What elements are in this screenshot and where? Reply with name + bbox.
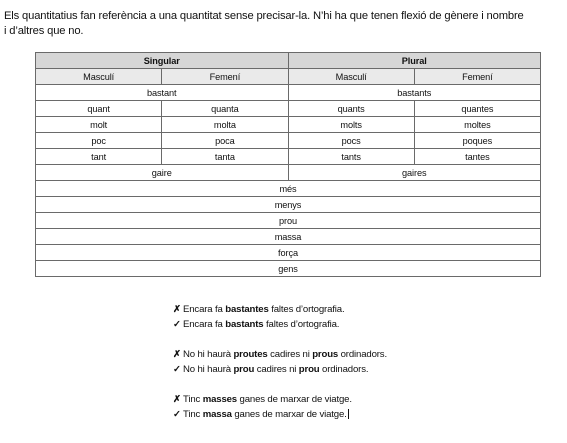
example-bold: prou [298, 364, 320, 375]
check-icon: ✓ [173, 409, 181, 420]
table-cell: quanta [162, 101, 288, 117]
example-text: Encara fa [183, 304, 226, 315]
example-text: Tinc [183, 409, 203, 420]
table-cell: gaire [36, 165, 289, 181]
table-cell: tanta [162, 149, 288, 165]
table-row [36, 165, 541, 181]
example-text: ordinadors. [338, 349, 387, 360]
cross-icon: ✗ [173, 349, 181, 360]
example-text: ordinadors. [319, 364, 369, 375]
gender-header-row [36, 69, 541, 85]
table-cell: bastant [36, 85, 289, 101]
example-text: Tinc [183, 394, 203, 405]
table-cell: gaires [288, 165, 541, 181]
table-cell: pocs [288, 133, 414, 149]
table-cell: moltes [414, 117, 540, 133]
table-cell: prou [36, 213, 541, 229]
examples-list [173, 302, 473, 422]
quantifiers-table [35, 52, 541, 277]
check-icon: ✓ [173, 364, 181, 375]
text-cursor [348, 409, 349, 419]
fem-singular-header: Femení [162, 69, 288, 85]
correct-example [173, 407, 473, 422]
table-cell: tant [36, 149, 162, 165]
table-cell: tants [288, 149, 414, 165]
table-row [36, 133, 541, 149]
table-row [36, 149, 541, 165]
table-header-row [36, 53, 541, 69]
example-text: faltes d’ortografia. [263, 319, 340, 330]
example-bold: prou [233, 364, 255, 375]
example-bold: prous [312, 349, 339, 360]
table-cell: poc [36, 133, 162, 149]
table-cell: molt [36, 117, 162, 133]
table-cell: gens [36, 261, 541, 277]
table-row [36, 261, 541, 277]
table-row [36, 197, 541, 213]
table-cell: bastants [288, 85, 541, 101]
table-cell: molts [288, 117, 414, 133]
table-cell: massa [36, 229, 541, 245]
example-bold: massa [202, 409, 232, 420]
table-cell: poques [414, 133, 540, 149]
table-row [36, 245, 541, 261]
cross-icon: ✗ [173, 304, 181, 315]
table-cell: força [36, 245, 541, 261]
masc-singular-header: Masculí [36, 69, 162, 85]
table-cell: tantes [414, 149, 540, 165]
table-cell: quants [288, 101, 414, 117]
masc-plural-header: Masculí [288, 69, 414, 85]
singular-header: Singular [36, 53, 289, 69]
example-bold: masses [202, 394, 237, 405]
table-row [36, 181, 541, 197]
cross-icon: ✗ [173, 394, 181, 405]
intro-paragraph [4, 9, 562, 38]
table-row [36, 101, 541, 117]
plural-header: Plural [288, 53, 541, 69]
incorrect-example [173, 302, 473, 317]
example-text: cadires ni [254, 364, 299, 375]
correct-example [173, 317, 473, 332]
table-cell: més [36, 181, 541, 197]
correct-example [173, 362, 473, 377]
example-bold: proutes [233, 349, 268, 360]
fem-plural-header: Femení [414, 69, 540, 85]
intro-line-1: Els quantitatius fan referència a una quantitat sense precisar-la. N’hi ha que tenen flexió de gènere i nombre [4, 10, 524, 22]
example-bold: bastantes [225, 304, 269, 315]
example-text: Encara fa [183, 319, 226, 330]
table-row [36, 85, 541, 101]
incorrect-example [173, 347, 473, 362]
table-cell: quantes [414, 101, 540, 117]
table-cell: poca [162, 133, 288, 149]
example-text: No hi haurà [183, 364, 234, 375]
example-text: faltes d’ortografia. [268, 304, 345, 315]
example-text: ganes de marxar de viatge. [237, 394, 352, 405]
table-row [36, 229, 541, 245]
table-row [36, 213, 541, 229]
intro-line-2: i d’altres que no. [4, 24, 84, 37]
table-row [36, 117, 541, 133]
table-cell: quant [36, 101, 162, 117]
incorrect-example [173, 392, 473, 407]
example-text: ganes de marxar de viatge. [231, 409, 347, 420]
example-text: cadires ni [267, 349, 313, 360]
check-icon: ✓ [173, 319, 181, 330]
example-bold: bastants [225, 319, 264, 330]
table-cell: menys [36, 197, 541, 213]
table-cell: molta [162, 117, 288, 133]
example-text: No hi haurà [183, 349, 234, 360]
